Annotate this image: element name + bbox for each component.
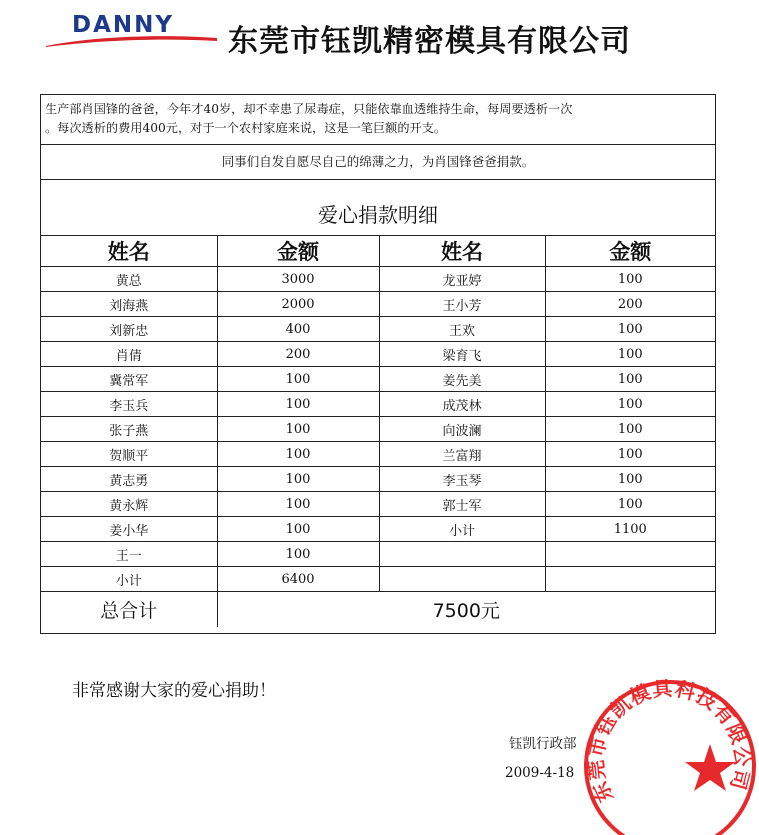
cell-name: 龙亚婷 (379, 267, 545, 292)
cell-amount: 100 (545, 492, 715, 517)
cell-name: 李玉兵 (41, 392, 217, 417)
cell-name: 黄总 (41, 267, 217, 292)
table-row (41, 417, 715, 442)
donation-table (41, 235, 715, 627)
cell-name: 成茂林 (379, 392, 545, 417)
total-label: 总合计 (41, 592, 217, 628)
cell-amount: 100 (217, 417, 379, 442)
cell-subtotal-value: 6400 (217, 567, 379, 592)
cell-name: 刘新忠 (41, 317, 217, 342)
intro-paragraph (41, 95, 715, 145)
company-name: 东莞市钰凯精密模具有限公司 (228, 24, 631, 59)
table-row (41, 567, 715, 592)
cell-amount: 100 (545, 442, 715, 467)
cell-name: 贺顺平 (41, 442, 217, 467)
cell-amount: 100 (217, 442, 379, 467)
cell-empty (545, 542, 715, 567)
cell-subtotal-label: 小计 (379, 517, 545, 542)
thank-you-text: 非常感谢大家的爱心捐助！ (72, 681, 276, 701)
cell-amount: 100 (545, 467, 715, 492)
table-row (41, 492, 715, 517)
cell-name: 张子燕 (41, 417, 217, 442)
cell-empty (379, 567, 545, 592)
header-amount-2: 金额 (545, 236, 715, 267)
cell-amount: 100 (217, 492, 379, 517)
table-row (41, 292, 715, 317)
svg-text:东莞市钰凯模具科技有限公司 (583, 676, 754, 806)
cell-amount: 3000 (217, 267, 379, 292)
total-value: 7500元 (217, 592, 715, 628)
logo-wordmark: DANNY (72, 12, 175, 38)
donation-notice (40, 94, 716, 634)
table-row (41, 392, 715, 417)
department-signature: 钰凯行政部 (509, 736, 577, 752)
table-row (41, 267, 715, 292)
cell-name: 黄志勇 (41, 467, 217, 492)
intro-line-2: 。每次透析的费用400元，对于一个农村家庭来说，这是一笔巨额的开支。 (45, 121, 447, 135)
cell-name: 冀常军 (41, 367, 217, 392)
letterhead (0, 0, 759, 70)
cell-amount: 100 (545, 267, 715, 292)
cell-amount: 100 (217, 542, 379, 567)
cell-name: 李玉琴 (379, 467, 545, 492)
cell-subtotal-label: 小计 (41, 567, 217, 592)
cell-amount: 200 (217, 342, 379, 367)
cell-name: 肖倩 (41, 342, 217, 367)
cell-empty (545, 567, 715, 592)
table-row (41, 317, 715, 342)
table-row (41, 517, 715, 542)
header-name-2: 姓名 (379, 236, 545, 267)
table-row (41, 467, 715, 492)
table-row (41, 367, 715, 392)
intro-line-1: 生产部肖国锋的爸爸，今年才40岁，却不幸患了尿毒症，只能依靠血透维持生命，每周要透析一次 (45, 102, 573, 116)
table-row (41, 342, 715, 367)
cell-name: 王一 (41, 542, 217, 567)
cell-name: 郭士军 (379, 492, 545, 517)
cell-amount: 100 (545, 342, 715, 367)
cell-amount: 100 (545, 317, 715, 342)
company-logo (44, 12, 219, 46)
cell-name: 王欢 (379, 317, 545, 342)
cell-name: 梁育飞 (379, 342, 545, 367)
cell-name: 兰富翔 (379, 442, 545, 467)
company-seal-stamp (574, 670, 759, 835)
table-row (41, 542, 715, 567)
cell-name: 王小芳 (379, 292, 545, 317)
cell-amount: 100 (217, 467, 379, 492)
cell-amount: 100 (217, 517, 379, 542)
notice-date: 2009-4-18 (505, 765, 575, 781)
table-row (41, 442, 715, 467)
cell-amount: 400 (217, 317, 379, 342)
cell-name: 姜小华 (41, 517, 217, 542)
cell-subtotal-value: 1100 (545, 517, 715, 542)
cell-name: 姜先美 (379, 367, 545, 392)
cell-amount: 100 (217, 367, 379, 392)
cell-empty (379, 542, 545, 567)
cell-name: 刘海燕 (41, 292, 217, 317)
header-amount-1: 金额 (217, 236, 379, 267)
seal-text: 东莞市钰凯模具科技有限公司 (583, 675, 755, 807)
cell-amount: 2000 (217, 292, 379, 317)
appeal-text: 同事们自发自愿尽自己的绵薄之力，为肖国锋爸爸捐款。 (41, 145, 715, 180)
cell-name: 黄永辉 (41, 492, 217, 517)
cell-name: 向波澜 (379, 417, 545, 442)
table-header-row (41, 236, 715, 267)
cell-amount: 200 (545, 292, 715, 317)
logo-swoosh-icon (44, 34, 219, 48)
cell-amount: 100 (217, 392, 379, 417)
total-row (41, 592, 715, 628)
header-name-1: 姓名 (41, 236, 217, 267)
cell-amount: 100 (545, 392, 715, 417)
cell-amount: 100 (545, 367, 715, 392)
table-title: 爱心捐款明细 (318, 203, 438, 227)
cell-amount: 100 (545, 417, 715, 442)
